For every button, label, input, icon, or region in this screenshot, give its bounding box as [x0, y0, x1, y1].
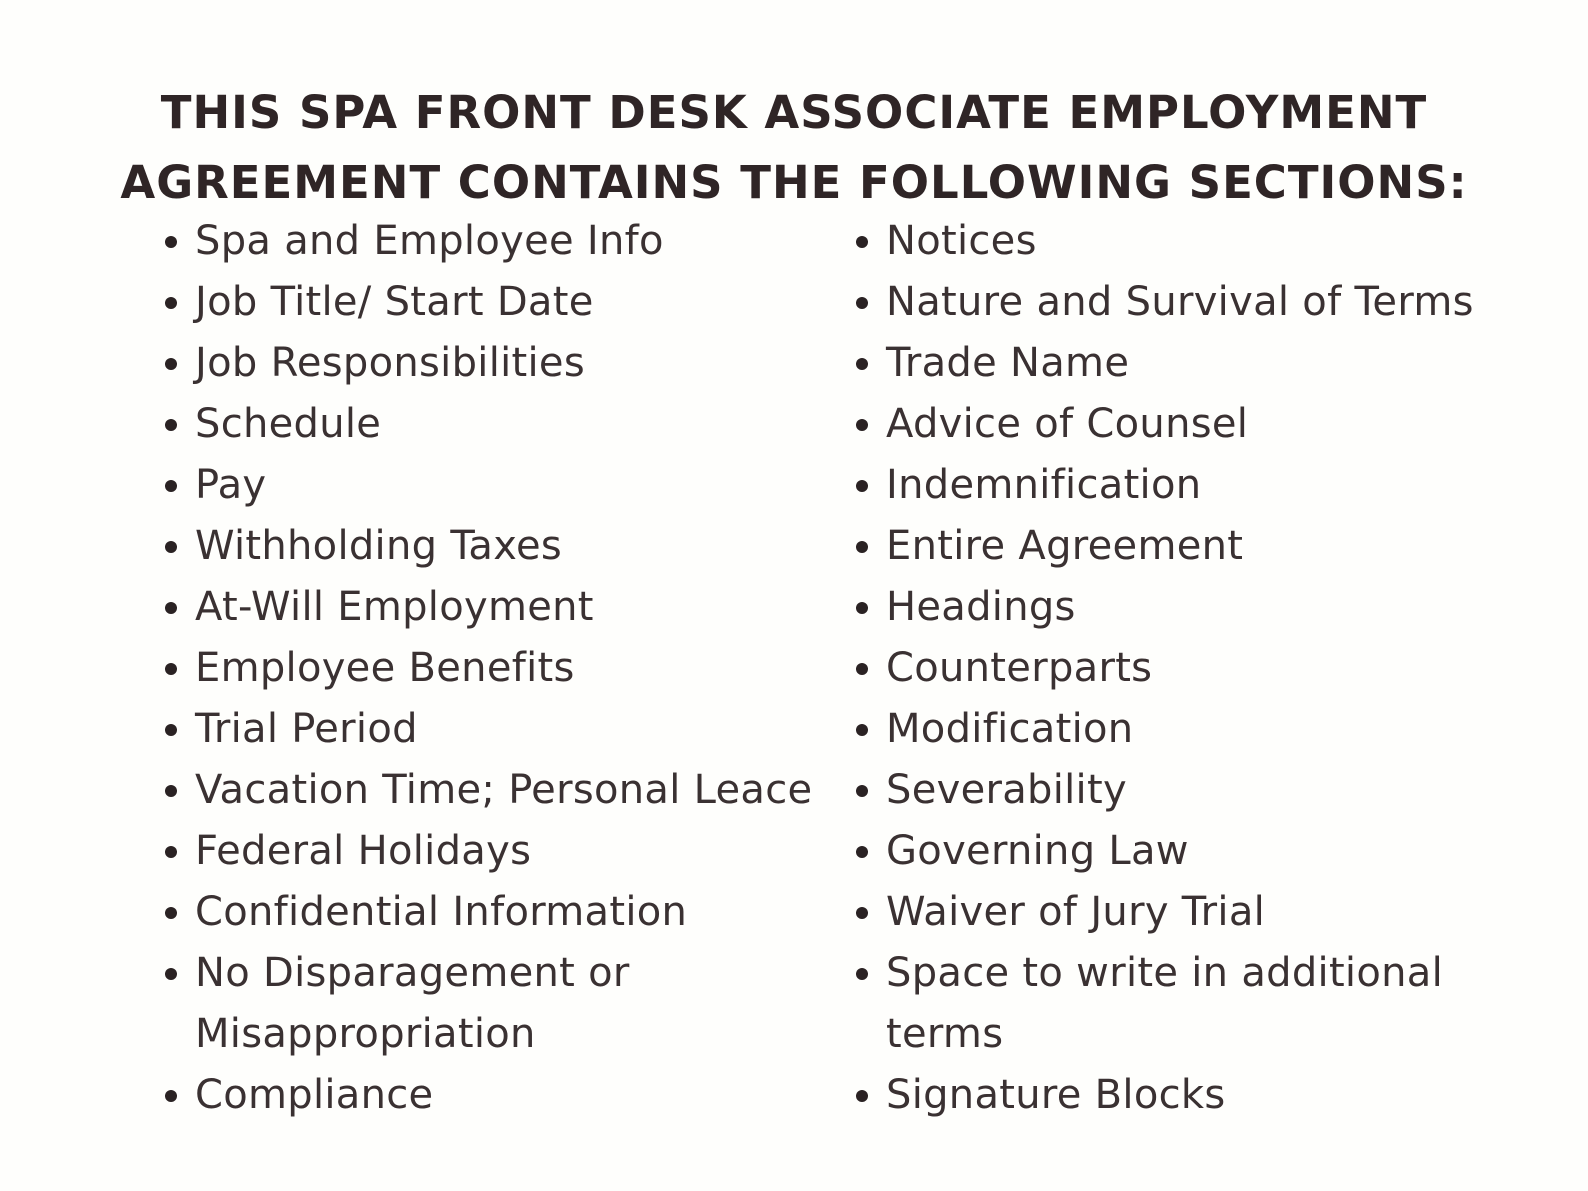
list-item: Counterparts	[851, 638, 1551, 699]
list-item: Indemnification	[851, 455, 1551, 516]
title-line-1: THIS SPA FRONT DESK ASSOCIATE EMPLOYMENT	[160, 86, 1428, 140]
list-item: Modification	[851, 699, 1551, 760]
list-item: Governing Law	[851, 821, 1551, 882]
list-item: Compliance	[160, 1065, 810, 1126]
sections-list-left	[160, 211, 813, 1126]
list-item: Headings	[851, 577, 1551, 638]
list-item: Withholding Taxes	[160, 516, 810, 577]
list-item: Advice of Counsel	[851, 394, 1551, 455]
list-item: Entire Agreement	[851, 516, 1551, 577]
page-title	[0, 78, 1588, 218]
list-item: Trial Period	[160, 699, 810, 760]
list-item: Space to write in additional terms	[851, 943, 1446, 1065]
sections-list-right	[851, 211, 1551, 1126]
title-line-2: AGREEMENT CONTAINS THE FOLLOWING SECTIONS:	[120, 156, 1468, 210]
list-item: Severability	[851, 760, 1551, 821]
list-item: Job Responsibilities	[160, 333, 810, 394]
list-item: Confidential Information	[160, 882, 810, 943]
list-item: Signature Blocks	[851, 1065, 1551, 1126]
list-item: No Disparagement or Misappropriation	[160, 943, 665, 1065]
list-item: Spa and Employee Info	[160, 211, 810, 272]
list-item: At-Will Employment	[160, 577, 810, 638]
list-item: Nature and Survival of Terms	[851, 272, 1551, 333]
list-item: Trade Name	[851, 333, 1551, 394]
list-item: Job Title/ Start Date	[160, 272, 810, 333]
list-item: Waiver of Jury Trial	[851, 882, 1551, 943]
list-item: Federal Holidays	[160, 821, 810, 882]
list-item: Pay	[160, 455, 810, 516]
list-item: Employee Benefits	[160, 638, 810, 699]
list-item: Vacation Time; Personal Leace	[160, 760, 810, 821]
list-item: Notices	[851, 211, 1551, 272]
list-item: Schedule	[160, 394, 810, 455]
